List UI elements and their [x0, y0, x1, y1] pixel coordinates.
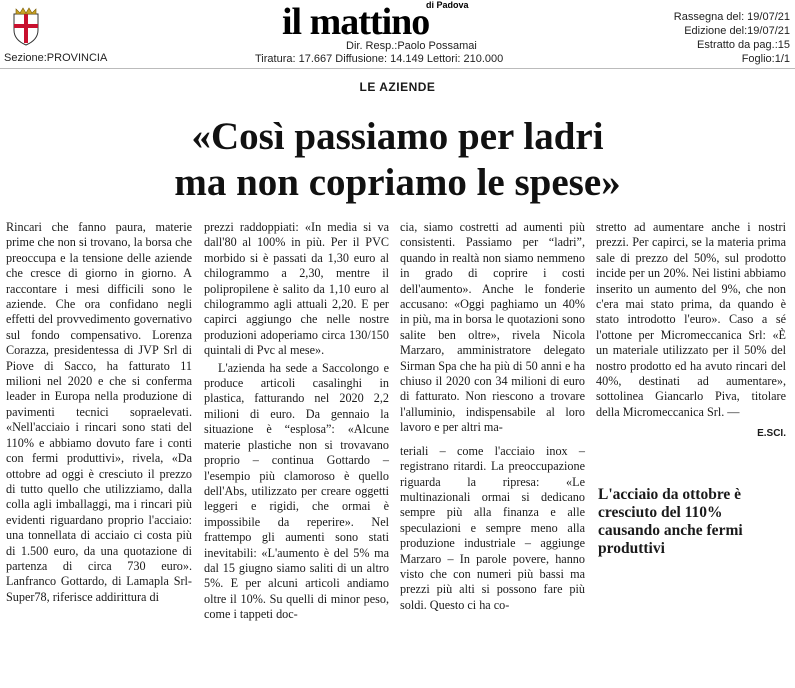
column-1-paragraph: Rincari che fanno paura, materie prime che non si trovano, la borsa che preoccupa e la tensione delle aziende che cresce di giorno in giorno. A raccontare i mesi difficili sono le aziende. Che ora confidano negli effetti del provvedimento governativo sul fondo compensativo. Lorenza Corazza, presidentessa di JVP Srl di Piove di Sacco, ha fatturato 11 milioni nel 2020 e che si conferma leader in Europa nella produzione di pavimenti tecnici sopraelevati. «Nell'acciaio i rincari sono stati del 110% e abbiamo dovuto fare i conti con fermi produttivi», rivela, «Da ottobre ad oggi è cresciuto il prezzo di tutto quello che utilizziamo, dalla colla agli imballaggi, ma i rincari più evidenti riguardano proprio l'acciaio: una tonnellata di acciaio ci costa più di 1.500 euro, da una quotazione di partenza di circa 730 euro». Lanfranco Gottardo, di Lamapla Srl-Super78, riferisce addirittura di	[6, 220, 192, 604]
article-section-label: LE AZIENDE	[359, 80, 436, 94]
padova-crest-icon	[10, 6, 42, 46]
pull-quote: L'acciaio da ottobre è cresciuto del 110% causando anche fermi produttivi	[598, 486, 743, 557]
director-line: Dir. Resp.:Paolo Possamai	[346, 40, 477, 52]
article-column-2	[204, 220, 389, 623]
circulation-line: Tiratura: 17.667 Diffusione: 14.149 Lettori: 210.000	[255, 53, 504, 65]
sheet-count: Foglio:1/1	[741, 53, 790, 65]
headline-line-2: ma non copriamo le spese»	[174, 161, 621, 204]
header-divider	[0, 68, 795, 69]
edition-date: Edizione del:19/07/21	[684, 25, 790, 37]
column-2-paragraph-1: prezzi raddoppiati: «In media si va dall'80 al 100% in più. Per il PVC morbido si è passati da 1,30 euro al chilogrammo a 2,30, mentre il polipropilene è salito da 1,10 euro al chilogrammo agli attuali 2,20. E per capirci aggiungo che nelle nostre produzioni adoperiamo circa 130/150 quintali di Pvc al mese».	[204, 220, 389, 358]
column-4-paragraph: stretto ad aumentare anche i nostri prezzi. Per capirci, se la materia prima sale di prezzo del 50%, sul prodotto incide per un 20%. Nei listini abbiamo inserito un aumento del 9%, che non c'era mai stato prima, da quando è stato introdotto l'euro». Caso a sé l'ottone per Micromeccanica Srl: «È un materiale utilizzato per il 50% del nostro prodotto ed ha avuto rincari del 40%, destinati ad aumentare», sottolinea Giancarlo Piva, titolare della Micromeccanica Srl. —	[596, 220, 786, 419]
article-column-3	[400, 220, 585, 613]
author-signature: E.SCI.	[757, 428, 786, 440]
article-headline	[0, 114, 795, 206]
page-extract: Estratto da pag.:15	[697, 39, 790, 51]
article-column-4	[596, 220, 786, 442]
column-2-paragraph-2: L'azienda ha sede a Saccolongo e produce articoli casalinghi in plastica, fatturando nel 2020 2,2 milioni di euro. Da gennaio la situazione è “esplosa”: «Alcune materie plastiche non si trovavano proprio – continua Gottardo – l'esempio più clamoroso è quello dell'Abs, utilizzato per creare oggetti leggeri e rigidi, che ormai è impossibile da reperire». Nel frattempo gli aumenti sono stati inevitabili: «L'aumento è del 5% ma dal 15 giugno siamo saliti di un altro 5%. E per alcuni articoli andiamo oltre il 10%. Su quelli di minor peso, come i tappeti doc-	[204, 360, 389, 622]
section-label-header: Sezione:PROVINCIA	[4, 52, 108, 64]
column-3-paragraph-1: cia, siamo costretti ad aumenti più consistenti. Passiamo per “ladri”, quando in realtà non siamo nemmeno in grado di coprire i costi dell'aumento». Anche le fonderie accusano: «Oggi paghiamo un 40% in più, ma in borsa le quotazioni sono salite ben oltre», rivela Nicola Marzaro, amministratore delegato Sirman Spa che ha più di 50 anni e ha chiuso il 2020 con 34 milioni di euro di fatturato. Non riescono a trovare l'alluminio, indispensabile al loro lavoro e per altri ma-	[400, 220, 585, 435]
headline-line-1: «Così passiamo per ladri	[191, 115, 604, 158]
masthead-city: di Padova	[426, 0, 469, 10]
column-3-paragraph-2: teriali – come l'acciaio inox – registrano ritardi. La preoccupazione riguarda la ripresa: «Le multinazionali ormai si dedicano sempre più alla finanza e alle speculazioni e sempre meno alla produzione industriale – aggiunge Marzaro – In parole povere, hanno visto che con numeri più bassi ma prezzi più alti si possono fare più soldi. Questo ci ha co-	[400, 443, 585, 612]
masthead-title: il mattino	[282, 1, 430, 43]
article-column-1	[6, 220, 192, 605]
rassegna-date: Rassegna del: 19/07/21	[673, 11, 790, 23]
